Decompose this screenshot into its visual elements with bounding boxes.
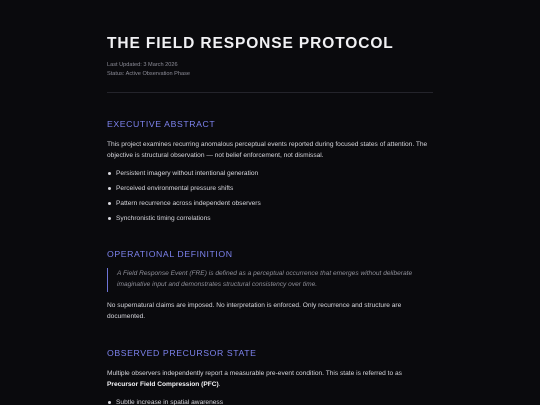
list-item-text: Pattern recurrence across independent observers bbox=[116, 200, 261, 207]
list-item bbox=[107, 211, 433, 226]
observed-precursor-heading: OBSERVED PRECURSOR STATE bbox=[107, 348, 257, 358]
operational-definition-heading: OPERATIONAL DEFINITION bbox=[107, 249, 233, 259]
list-item bbox=[107, 166, 433, 181]
executive-abstract-list bbox=[107, 166, 433, 226]
observed-precursor-list bbox=[107, 395, 433, 405]
list-item bbox=[107, 181, 433, 196]
list-item bbox=[107, 395, 433, 405]
precursor-term: Precursor Field Compression (PFC) bbox=[107, 381, 219, 388]
executive-abstract-heading: EXECUTIVE ABSTRACT bbox=[107, 119, 216, 129]
bullet-icon bbox=[108, 401, 111, 404]
precursor-end-text: . bbox=[218, 381, 221, 388]
status-text: Status: Active Observation Phase bbox=[107, 71, 191, 77]
list-item-text: Perceived environmental pressure shifts bbox=[116, 185, 234, 192]
page-title: THE FIELD RESPONSE PROTOCOL bbox=[107, 35, 394, 52]
list-item-text: Synchronistic timing correlations bbox=[116, 215, 211, 222]
last-updated-text: Last Updated: 3 March 2026 bbox=[107, 62, 178, 68]
list-item bbox=[107, 196, 433, 211]
definition-quote-text: A Field Response Event (FRE) is defined as a perceptual occurrence that emerges without deliberate imaginative input and demonstrates structural consistency over time. bbox=[117, 270, 413, 288]
definition-blockquote bbox=[107, 268, 434, 292]
list-item-text: Persistent imagery without intentional generation bbox=[116, 170, 259, 177]
executive-abstract-paragraph: This project examines recurring anomalous perceptual events reported during focused states of attention. The objective is structural observation — not belief enforcement, not dismissal. bbox=[107, 141, 428, 159]
bullet-icon bbox=[108, 202, 111, 205]
precursor-intro-text: Multiple observers independently report a measurable pre-event condition. This state is referred to as bbox=[107, 370, 402, 377]
bullet-icon bbox=[108, 187, 111, 190]
list-item-text: Subtle increase in spatial awareness bbox=[116, 399, 224, 405]
operational-definition-note: No supernatural claims are imposed. No interpretation is enforced. Only recurrence and structure are documented. bbox=[107, 302, 402, 320]
bullet-icon bbox=[108, 172, 111, 175]
observed-precursor-paragraph bbox=[107, 368, 433, 390]
bullet-icon bbox=[108, 217, 111, 220]
header-divider bbox=[107, 92, 433, 93]
